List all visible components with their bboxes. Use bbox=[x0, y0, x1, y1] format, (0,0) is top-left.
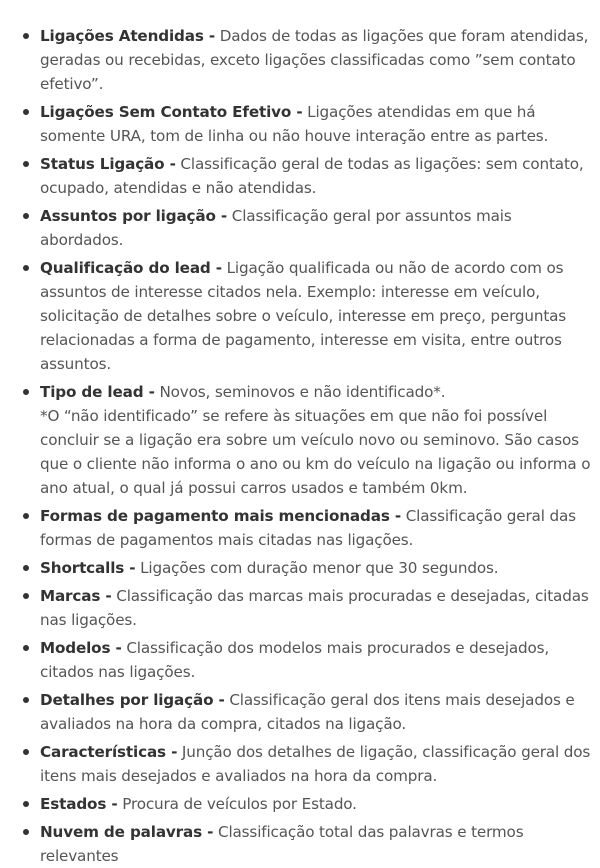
item-definition: Junção dos detalhes de ligação, classificação geral dos itens mais desejados e avaliados na hora da compra. bbox=[40, 743, 591, 785]
list-item bbox=[40, 636, 594, 684]
item-definition: Procura de veículos por Estado. bbox=[122, 795, 357, 813]
item-term: Shortcalls - bbox=[40, 559, 136, 577]
list-item bbox=[40, 740, 594, 788]
item-term: Detalhes por ligação - bbox=[40, 691, 225, 709]
item-definition: Dados de todas as ligações que foram atendidas, geradas ou recebidas, exceto ligações classificadas como ”sem contato efetivo”. bbox=[40, 27, 589, 93]
bullet-icon bbox=[23, 33, 29, 39]
list-item bbox=[40, 556, 594, 580]
item-definition: Novos, seminovos e não identificado*. bbox=[159, 383, 446, 401]
bullet-icon bbox=[23, 749, 29, 755]
bullet-icon bbox=[23, 513, 29, 519]
item-definition: Classificação geral por assuntos mais abordados. bbox=[40, 207, 512, 249]
bullet-icon bbox=[23, 213, 29, 219]
item-term: Características - bbox=[40, 743, 178, 761]
item-definition: Classificação dos modelos mais procurados e desejados, citados nas ligações. bbox=[40, 639, 550, 681]
bullet-icon bbox=[23, 829, 29, 835]
list-item bbox=[40, 152, 594, 200]
list-item bbox=[40, 584, 594, 632]
item-term: Modelos - bbox=[40, 639, 122, 657]
bullet-icon bbox=[23, 161, 29, 167]
item-definition: Classificação geral dos itens mais desejados e avaliados na hora da compra, citados na ligação. bbox=[40, 691, 575, 733]
item-definition: Classificação total das palavras e termos relevantes bbox=[40, 823, 524, 865]
item-definition: Classificação das marcas mais procuradas e desejadas, citadas nas ligações. bbox=[40, 587, 589, 629]
bullet-icon bbox=[23, 389, 29, 395]
bullet-icon bbox=[23, 801, 29, 807]
item-term: Marcas - bbox=[40, 587, 112, 605]
item-term: Formas de pagamento mais mencionadas - bbox=[40, 507, 402, 525]
item-term: Tipo de lead - bbox=[40, 383, 155, 401]
item-term: Status Ligação - bbox=[40, 155, 176, 173]
bullet-icon bbox=[23, 697, 29, 703]
item-term: Estados - bbox=[40, 795, 118, 813]
bullet-icon bbox=[23, 109, 29, 115]
bullet-icon bbox=[23, 265, 29, 271]
bullet-icon bbox=[23, 565, 29, 571]
bullet-icon bbox=[23, 593, 29, 599]
bullet-icon bbox=[23, 645, 29, 651]
item-term: Assuntos por ligação - bbox=[40, 207, 228, 225]
list-item bbox=[40, 504, 594, 552]
list-item bbox=[40, 256, 594, 376]
item-term: Nuvem de palavras - bbox=[40, 823, 214, 841]
item-term: Ligações Atendidas - bbox=[40, 27, 216, 45]
list-item bbox=[40, 24, 594, 96]
list-item bbox=[40, 792, 594, 816]
item-definition: Classificação geral de todas as ligações: sem contato, ocupado, atendidas e não atendidas. bbox=[40, 155, 584, 197]
list-item bbox=[40, 688, 594, 736]
list-item bbox=[40, 100, 594, 148]
item-definition: Ligações atendidas em que há somente URA, tom de linha ou não houve interação entre as partes. bbox=[40, 103, 549, 145]
item-term: Ligações Sem Contato Efetivo - bbox=[40, 103, 303, 121]
list-item bbox=[40, 380, 594, 500]
item-footnote: *O “não identificado” se refere às situações em que não foi possível concluir se a ligação era sobre um veículo novo ou seminovo. São casos que o cliente não informa o ano ou km do veículo na ligação ou informa o ano atual, o qual já possui carros usados e também 0km. bbox=[40, 407, 591, 497]
item-definition: Ligação qualificada ou não de acordo com os assuntos de interesse citados nela. Exemplo: interesse em veículo, solicitação de detalhes sobre o veículo, interesse em preço, perguntas relacionadas a forma de pagamento, interesse em visita, entre outros assuntos. bbox=[40, 259, 567, 373]
item-definition: Classificação geral das formas de pagamentos mais citadas nas ligações. bbox=[40, 507, 576, 549]
item-term: Qualificação do lead - bbox=[40, 259, 222, 277]
list-item bbox=[40, 820, 594, 868]
item-definition: Ligações com duração menor que 30 segundos. bbox=[140, 559, 499, 577]
list-item bbox=[40, 204, 594, 252]
